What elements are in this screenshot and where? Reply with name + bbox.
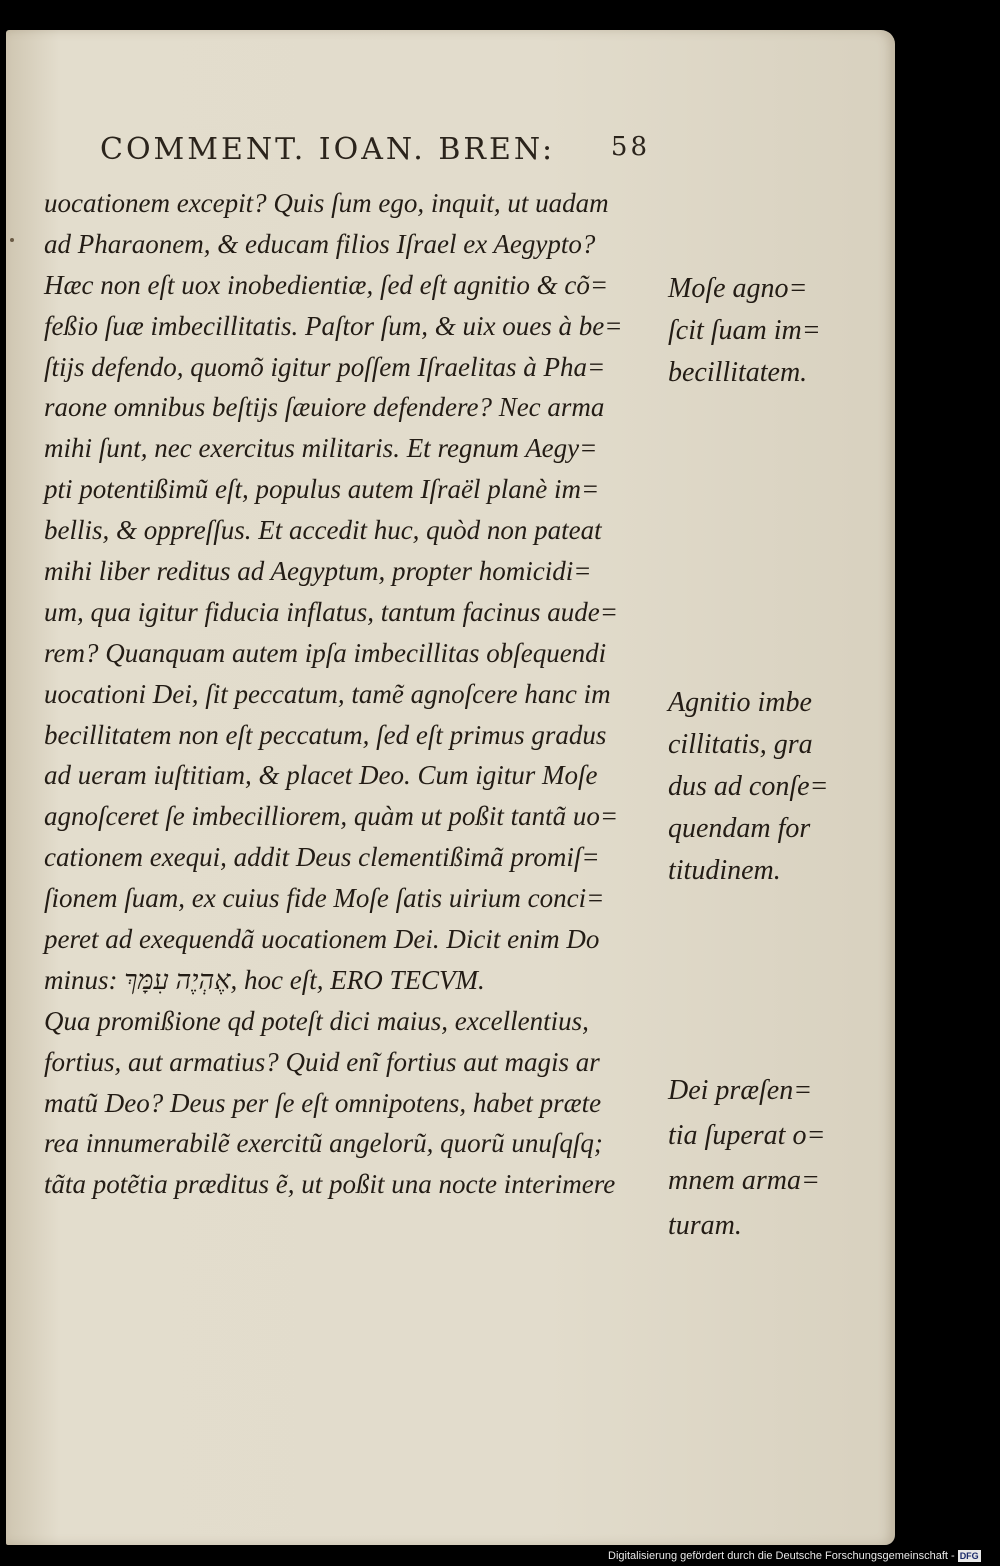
text-line: uocationi Dei, ſit peccatum, tamẽ agnoſcere hanc im [44, 678, 611, 709]
marginal-line: titudinem. [668, 855, 781, 886]
running-title: COMMENT. IOAN. BREN: [100, 132, 556, 167]
text-line: becillitatem non eſt peccatum, ſed eſt primus gradus [44, 719, 607, 750]
text-line: um, qua igitur fiducia inflatus, tantum facinus aude= [44, 596, 618, 627]
text-line: raone omnibus beſtijs ſæuiore defendere? Nec arma [44, 392, 605, 423]
text-line: ſionem ſuam, ex cuius fide Moſe ſatis uirium conci= [44, 883, 605, 914]
marginal-line: becillitatem. [668, 357, 808, 388]
text-line: agnoſceret ſe imbecilliorem, quàm ut poßit tantã uo= [44, 801, 619, 832]
marginal-note [668, 1068, 848, 1248]
marginal-line: quendam for [668, 813, 811, 844]
marginal-line: Agnitio imbe [668, 687, 812, 718]
text-line: Qua promißione qd poteſt dici maius, excellentius, [44, 1005, 589, 1036]
marginal-line: dus ad conſe= [668, 771, 829, 802]
marginal-note [668, 682, 848, 892]
folio-number: 58 [610, 132, 650, 162]
marginal-note [668, 268, 848, 394]
text-line: peret ad exequendã uocationem Dei. Dicit enim Do [44, 924, 600, 955]
marginal-line: cillitatis, gra [668, 729, 813, 760]
text-line: cationem exequi, addit Deus clementißimã promiſ= [44, 842, 600, 873]
text-line: tãta potẽtia præditus ẽ, ut poßit una nocte interimere [44, 1169, 616, 1200]
marginal-line: ſcit ſuam im= [668, 315, 821, 346]
text-line: mihi ſunt, nec exercitus militaris. Et regnum Aegy= [44, 433, 598, 464]
main-text-block [44, 183, 664, 1205]
text-line: minus: אֶהְיֶה עִמָּךְ, hoc eſt, ERO TECVM. [44, 964, 485, 995]
digitization-credit [608, 1549, 981, 1563]
text-line: bellis, & oppreſſus. Et accedit huc, quòd non pateat [44, 515, 602, 546]
marginal-line: turam. [668, 1210, 742, 1241]
dfg-logo: DFG [959, 1551, 979, 1562]
text-line: rea innumerabilẽ exercitũ angelorũ, quorũ unuſqſq; [44, 1128, 603, 1159]
text-line: ad Pharaonem, & educam filios Iſrael ex Aegypto? [44, 228, 596, 259]
credit-text: Digitalisierung gefördert durch die Deutsche Forschungsgemeinschaft - [608, 1550, 955, 1562]
text-line: pti potentißimũ eſt, populus autem Iſraël planè im= [44, 474, 600, 505]
text-line: matũ Deo? Deus per ſe eſt omnipotens, habet præte [44, 1087, 602, 1118]
text-line: Hæc non eſt uox inobedientiæ, ſed eſt agnitio & cõ= [44, 269, 609, 300]
text-line: fortius, aut armatius? Quid enĩ fortius aut magis ar [44, 1046, 600, 1077]
marginal-line: Dei præſen= [668, 1075, 813, 1106]
text-line: uocationem excepit? Quis ſum ego, inquit, ut uadam [44, 188, 609, 218]
text-line: feßio ſuæ imbecillitatis. Paſtor ſum, & uix oues à be= [44, 310, 623, 341]
text-line: rem? Quanquam autem ipſa imbecillitas obſequendi [44, 637, 607, 668]
text-line: mihi liber reditus ad Aegyptum, propter homicidi= [44, 556, 592, 587]
text-line: ad ueram iuſtitiam, & placet Deo. Cum igitur Moſe [44, 760, 598, 791]
text-line: ſtijs defendo, quomõ igitur poſſem Iſraelitas à Pha= [44, 351, 606, 382]
running-header [100, 132, 660, 172]
marginal-line: tia ſuperat o= [668, 1120, 826, 1151]
marginal-line: mnem arma= [668, 1165, 820, 1196]
marginal-line: Moſe agno= [668, 273, 808, 304]
ink-spot [10, 238, 14, 242]
